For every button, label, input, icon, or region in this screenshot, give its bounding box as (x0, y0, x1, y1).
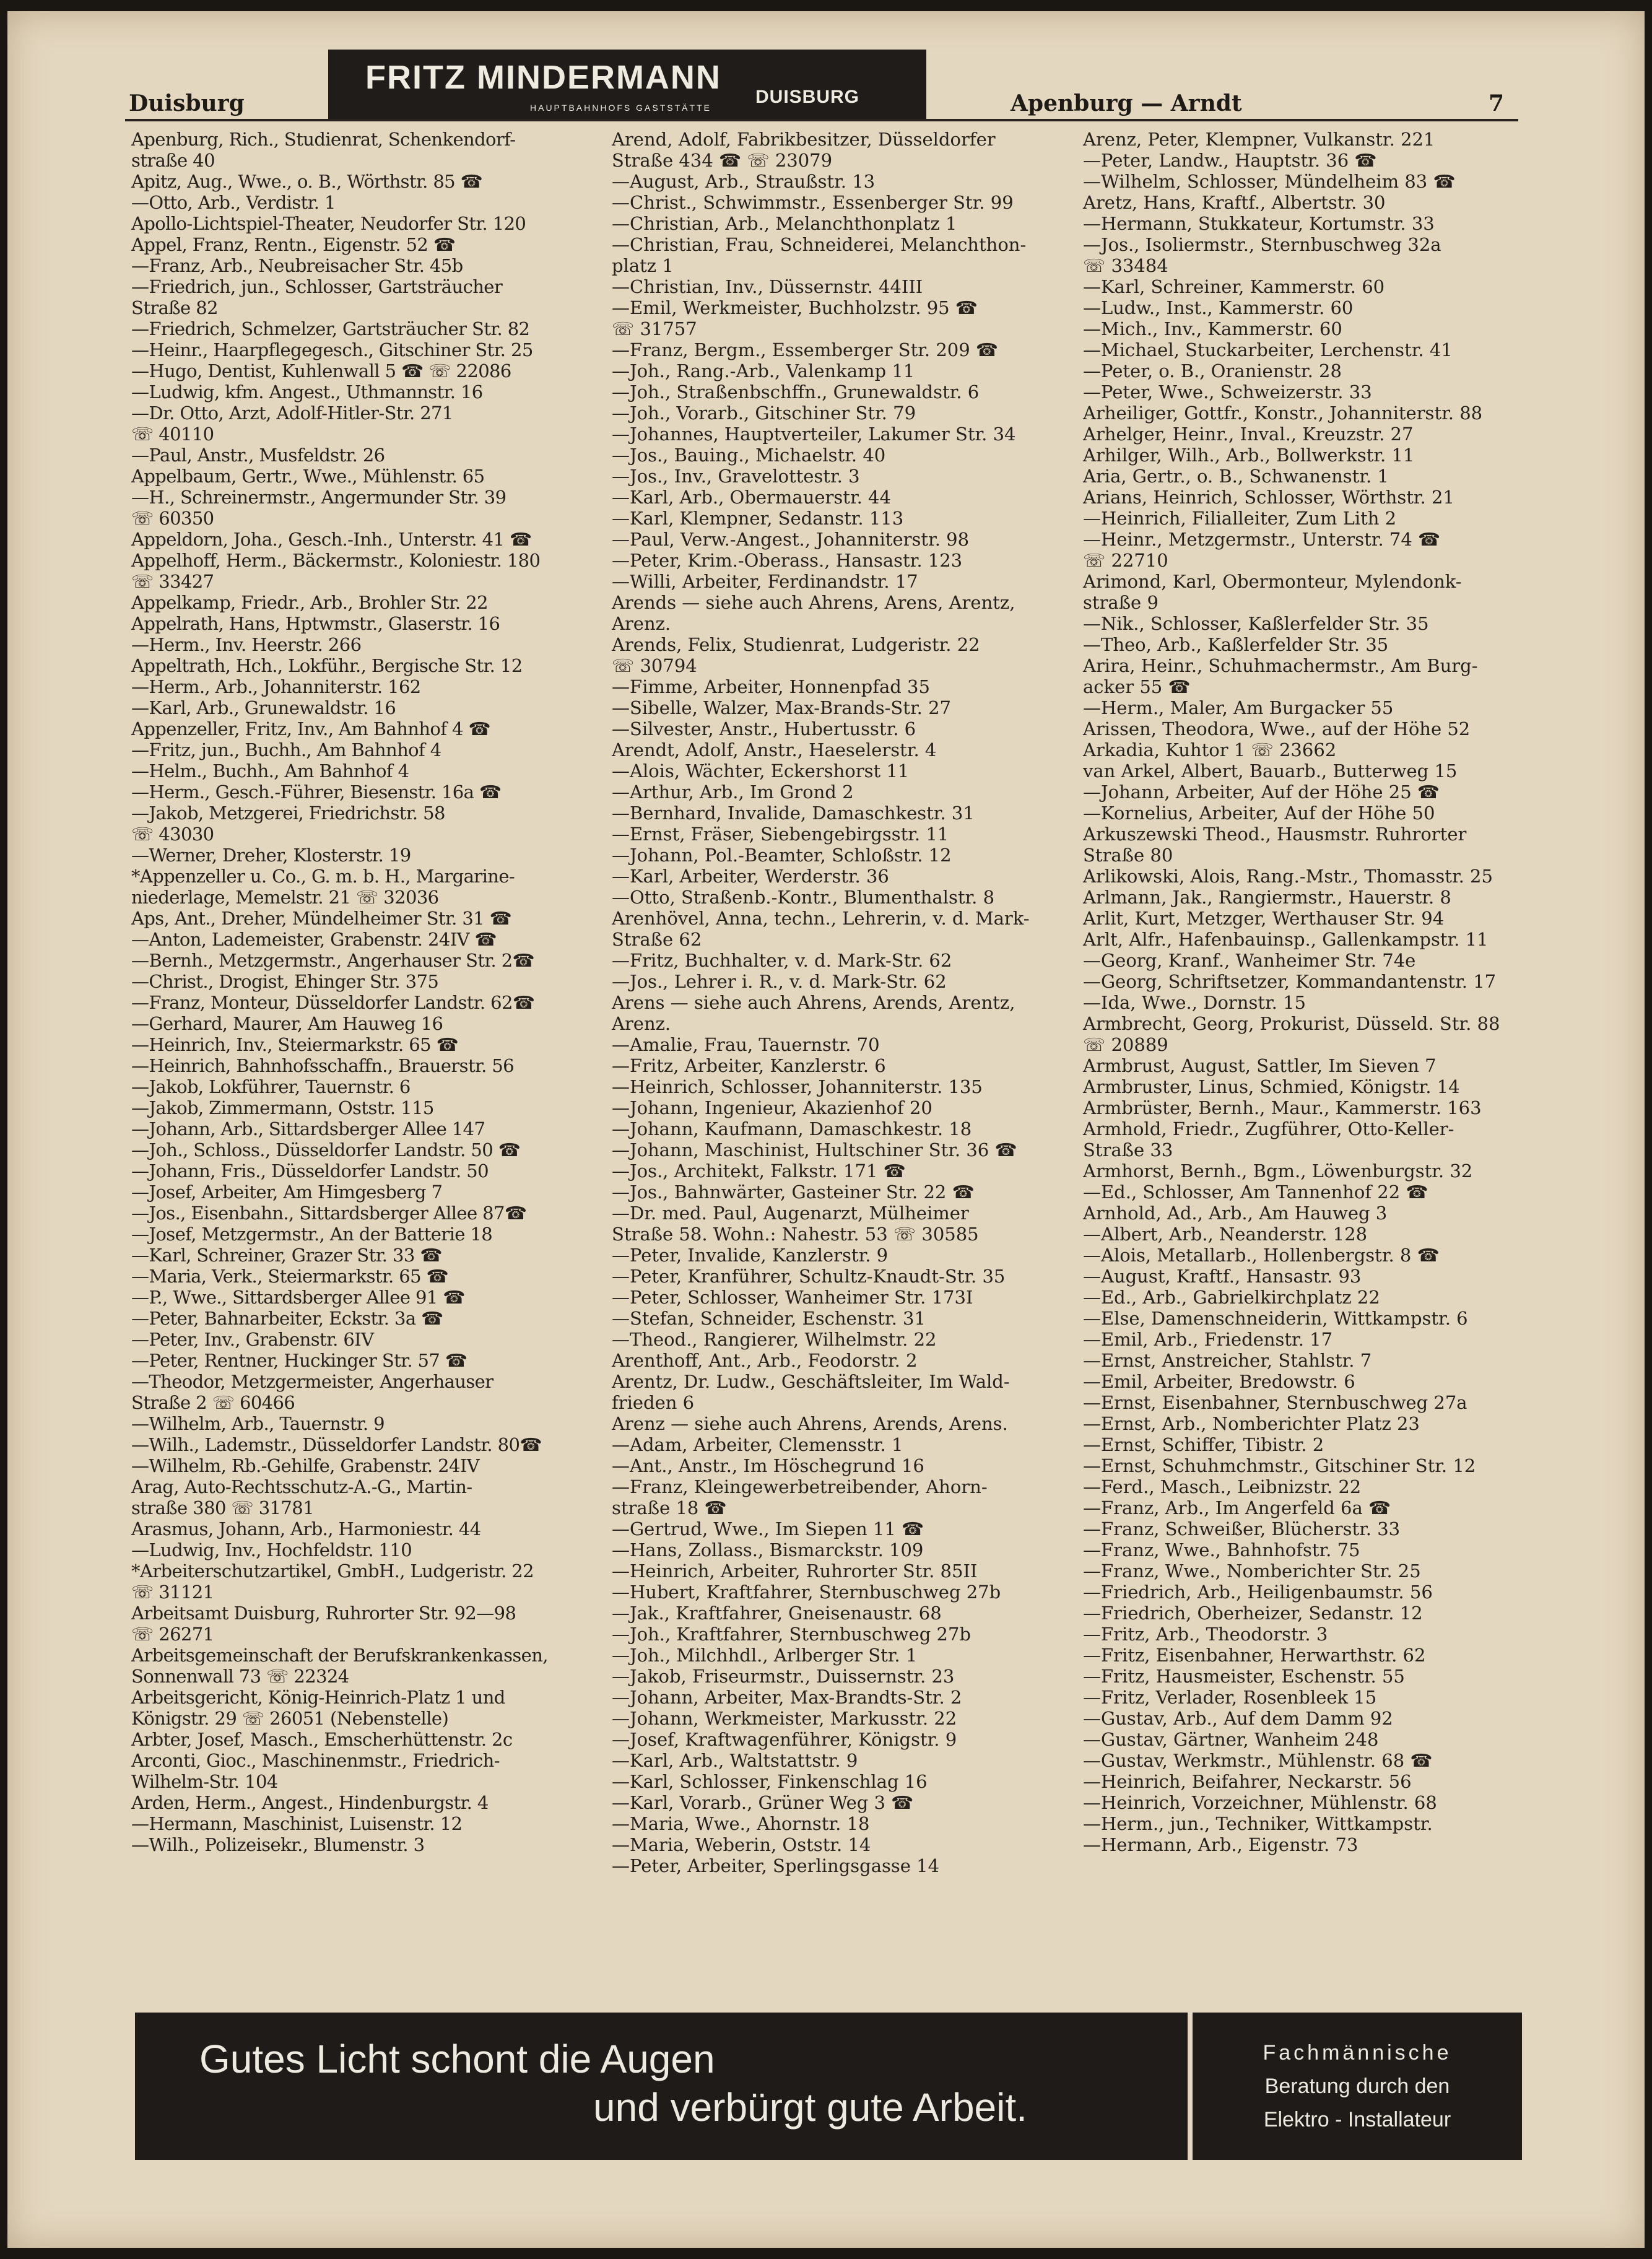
directory-entry-line: —Silvester, Anstr., Hubertusstr. 6 (612, 718, 916, 739)
directory-entry-line: —H., Schreinermstr., Angermunder Str. 39 (131, 487, 506, 508)
directory-entry-line: —Hugo, Dentist, Kuhlenwall 5 ☎ ☏ 22086 (131, 360, 511, 381)
directory-entry-line: —Ernst, Eisenbahner, Sternbuschweg 27a (1083, 1392, 1467, 1413)
directory-entry-line: —Alois, Metallarb., Hollenbergstr. 8 ☎ (1083, 1245, 1440, 1266)
directory-entry-line: —Herm., Inv. Heerstr. 266 (131, 634, 362, 655)
directory-entry-line: —Hermann, Maschinist, Luisenstr. 12 (131, 1813, 463, 1834)
directory-entry-line: —Gustav, Werkmstr., Mühlenstr. 68 ☎ (1083, 1750, 1433, 1771)
directory-entry-line: —Peter, Kranführer, Schultz-Knaudt-Str. 35 (612, 1266, 1006, 1287)
directory-entry-line: —Heinr., Metzgermstr., Unterstr. 74 ☎ (1083, 529, 1441, 550)
directory-entry-line: —Ed., Schlosser, Am Tannenhof 22 ☎ (1083, 1182, 1428, 1203)
directory-entry-line: Straße 80 (1083, 845, 1173, 866)
directory-entry-line: —Johann, Kaufmann, Damaschkestr. 18 (612, 1118, 972, 1139)
directory-entry-line: Arenhövel, Anna, techn., Lehrerin, v. d. Mark- (612, 908, 1030, 929)
directory-entry-line: —Ludwig, Inv., Hochfeldstr. 110 (131, 1539, 412, 1560)
directory-entry-line: —Joh., Kraftfahrer, Sternbuschweg 27b (612, 1624, 971, 1645)
directory-entry-line: Arlmann, Jak., Rangiermstr., Hauerstr. 8 (1083, 887, 1451, 908)
directory-entry-line: —Peter, Rentner, Huckinger Str. 57 ☎ (131, 1350, 467, 1371)
directory-entry-line: Königstr. 29 ☏ 26051 (Nebenstelle) (131, 1708, 449, 1729)
directory-entry-line: —Bernh., Metzgermstr., Angerhauser Str. 2☎ (131, 950, 535, 971)
directory-entry-line: —Christ., Drogist, Ehinger Str. 375 (131, 971, 439, 992)
directory-entry-line: —Dr. Otto, Arzt, Adolf-Hitler-Str. 271 (131, 403, 453, 424)
directory-entry-line: Arbeitsgericht, König-Heinrich-Platz 1 und (131, 1687, 505, 1708)
directory-entry-line: —Hans, Zollass., Bismarckstr. 109 (612, 1539, 924, 1560)
directory-entry-line: straße 380 ☏ 31781 (131, 1497, 314, 1518)
directory-entry-line: —Kornelius, Arbeiter, Auf der Höhe 50 (1083, 803, 1435, 824)
directory-entry-line: Armbrecht, Georg, Prokurist, Düsseld. Str. 88 (1083, 1013, 1500, 1034)
directory-entry-line: —Maria, Wwe., Ahornstr. 18 (612, 1813, 870, 1834)
directory-entry-line: Arenz — siehe auch Ahrens, Arends, Arens. (612, 1413, 1008, 1434)
directory-entry-line: —Hubert, Kraftfahrer, Sternbuschweg 27b (612, 1582, 1001, 1603)
directory-entry-line: —Dr. med. Paul, Augenarzt, Mülheimer (612, 1203, 969, 1224)
directory-entry-line: —Joh., Schloss., Düsseldorfer Landstr. 50 ☎ (131, 1139, 521, 1160)
directory-entry-line: —P., Wwe., Sittardsberger Allee 91 ☎ (131, 1287, 465, 1308)
directory-entry-line: —Nik., Schlosser, Kaßlerfelder Str. 35 (1083, 613, 1429, 634)
directory-entry-line: ☏ 22710 (1083, 550, 1168, 571)
directory-entry-line: —Mich., Inv., Kammerstr. 60 (1083, 318, 1342, 339)
directory-entry-line: —Herm., jun., Techniker, Wittkampstr. (1083, 1813, 1433, 1834)
directory-entry-line: —Jakob, Lokführer, Tauernstr. 6 (131, 1076, 411, 1097)
directory-entry-line: —Heinrich, Bahnhofsschaffn., Brauerstr. 56 (131, 1055, 515, 1076)
directory-entry-line: —Karl, Arb., Obermauerstr. 44 (612, 487, 891, 508)
directory-entry-line: Arends — siehe auch Ahrens, Arens, Arentz, (612, 592, 1015, 613)
directory-entry-line: Arag, Auto-Rechtsschutz-A.-G., Martin- (131, 1476, 472, 1497)
directory-entry-line: —Michael, Stuckarbeiter, Lerchenstr. 41 (1083, 339, 1453, 360)
directory-entry-line: Arens — siehe auch Ahrens, Arends, Arentz, (612, 992, 1015, 1013)
directory-entry-line: —Wilh., Polizeisekr., Blumenstr. 3 (131, 1834, 425, 1855)
directory-entry-line: straße 9 (1083, 592, 1159, 613)
directory-entry-line: Sonnenwall 73 ☏ 22324 (131, 1666, 349, 1687)
directory-entry-line: —Paul, Verw.-Angest., Johanniterstr. 98 (612, 529, 970, 550)
directory-entry-line: acker 55 ☎ (1083, 676, 1191, 697)
directory-entry-line: —Joh., Straßenbschffn., Grunewaldstr. 6 (612, 381, 980, 403)
directory-entry-line: —Karl, Klempner, Sedanstr. 113 (612, 508, 904, 529)
directory-entry-line: Armhold, Friedr., Zugführer, Otto-Keller- (1083, 1118, 1454, 1139)
directory-entry-line: —Gertrud, Wwe., Im Siepen 11 ☎ (612, 1518, 924, 1539)
directory-entry-line: —Friedrich, Schmelzer, Gartsträucher Str. 82 (131, 318, 530, 339)
directory-entry-line: —Emil, Werkmeister, Buchholzstr. 95 ☎ (612, 297, 978, 318)
directory-entry-line: ☏ 40110 (131, 424, 214, 445)
ad-side-text (1193, 2036, 1522, 2136)
directory-entry-line: —Fritz, jun., Buchh., Am Bahnhof 4 (131, 739, 441, 760)
directory-entry-line: —Peter, Inv., Grabenstr. 6IV (131, 1329, 374, 1350)
directory-entry-line: —Herm., Gesch.-Führer, Biesenstr. 16a ☎ (131, 781, 502, 803)
directory-entry-line: ☏ 33484 (1083, 255, 1168, 276)
directory-entry-line: —Wilhelm, Rb.-Gehilfe, Grabenstr. 24IV (131, 1455, 480, 1476)
directory-entry-line: —Ant., Anstr., Im Höschegrund 16 (612, 1455, 924, 1476)
directory-entry-line: Arnhold, Ad., Arb., Am Hauweg 3 (1083, 1203, 1388, 1224)
directory-entry-line: —Gustav, Gärtner, Wanheim 248 (1083, 1729, 1379, 1750)
directory-entry-line: —Fritz, Buchhalter, v. d. Mark-Str. 62 (612, 950, 952, 971)
directory-entry-line: —Joh., Vorarb., Gitschiner Str. 79 (612, 403, 916, 424)
banner-name: FRITZ MINDERMANN (365, 59, 721, 96)
directory-entry-line: straße 40 (131, 150, 215, 171)
directory-entry-line: Appel, Franz, Rentn., Eigenstr. 52 ☎ (131, 234, 456, 255)
directory-entry-line: —Herm., Arb., Johanniterstr. 162 (131, 676, 421, 697)
directory-entry-line: —Christian, Frau, Schneiderei, Melanchthon- (612, 234, 1027, 255)
directory-entry-line: Armhorst, Bernh., Bgm., Löwenburgstr. 32 (1083, 1160, 1473, 1182)
directory-entry-line: —Karl, Arb., Grunewaldstr. 16 (131, 697, 396, 718)
directory-entry-line: —Wilhelm, Arb., Tauernstr. 9 (131, 1413, 385, 1434)
directory-entry-line: —Ernst, Schuhmchmstr., Gitschiner Str. 12 (1083, 1455, 1476, 1476)
directory-entry-line: —Theodor, Metzgermeister, Angerhauser (131, 1371, 493, 1392)
directory-entry-line: —Ernst, Fräser, Siebengebirgsstr. 11 (612, 824, 949, 845)
directory-entry-line: Arira, Heinr., Schuhmachermstr., Am Burg- (1083, 655, 1478, 676)
directory-entry-line: Arheiliger, Gottfr., Konstr., Johanniterstr. 88 (1083, 403, 1483, 424)
directory-entry-line: —Jakob, Zimmermann, Oststr. 115 (131, 1097, 434, 1118)
directory-entry-line: —Hermann, Stukkateur, Kortumstr. 33 (1083, 213, 1435, 234)
directory-entry-line: —Johann, Pol.-Beamter, Schloßstr. 12 (612, 845, 952, 866)
directory-entry-line: Arbeitsamt Duisburg, Ruhrorter Str. 92—98 (131, 1603, 516, 1624)
directory-entry-line: Wilhelm-Str. 104 (131, 1771, 278, 1792)
directory-entry-line: ☏ 26271 (131, 1624, 214, 1645)
directory-entry-line: ☏ 30794 (612, 655, 697, 676)
directory-entry-line: Arasmus, Johann, Arb., Harmoniestr. 44 (131, 1518, 481, 1539)
directory-entry-line: Apollo-Lichtspiel-Theater, Neudorfer Str. 120 (131, 213, 526, 234)
directory-entry-line: —Franz, Wwe., Nomberichter Str. 25 (1083, 1560, 1421, 1582)
ad-headline-1: Gutes Licht schont die Augen (199, 2037, 715, 2081)
directory-entry-line: —Karl, Schlosser, Finkenschlag 16 (612, 1771, 928, 1792)
directory-entry-line: Straße 2 ☏ 60466 (131, 1392, 295, 1413)
directory-entry-line: ☏ 31121 (131, 1582, 214, 1603)
directory-entry-line: —Jakob, Metzgerei, Friedrichstr. 58 (131, 803, 445, 824)
directory-entry-line: frieden 6 (612, 1392, 695, 1413)
directory-entry-line: —Karl, Schreiner, Kammerstr. 60 (1083, 276, 1385, 297)
directory-entry-line: —Heinrich, Arbeiter, Ruhrorter Str. 85II (612, 1560, 978, 1582)
directory-entry-line: —Otto, Arb., Verdistr. 1 (131, 192, 336, 213)
directory-entry-line: —Ed., Arb., Gabrielkirchplatz 22 (1083, 1287, 1380, 1308)
directory-entry-line: —Jos., Lehrer i. R., v. d. Mark-Str. 62 (612, 971, 947, 992)
directory-column-2 (612, 129, 1082, 1876)
directory-entry-line: —Heinrich, Filialleiter, Zum Lith 2 (1083, 508, 1397, 529)
directory-entry-line: —Friedrich, Arb., Heiligenbaumstr. 56 (1083, 1582, 1433, 1603)
directory-entry-line: —Fimme, Arbeiter, Honnenpfad 35 (612, 676, 930, 697)
directory-entry-line: —Johann, Arb., Sittardsberger Allee 147 (131, 1118, 485, 1139)
banner-city: DUISBURG (755, 87, 860, 107)
directory-entry-line: —Jakob, Friseurmstr., Duissernstr. 23 (612, 1666, 955, 1687)
ad-divider (1188, 2013, 1193, 2160)
directory-entry-line: —Johann, Maschinist, Hultschiner Str. 36 ☎ (612, 1139, 1017, 1160)
directory-entry-line: Armbruster, Linus, Schmied, Königstr. 14 (1083, 1076, 1460, 1097)
directory-entry-line: —Friedrich, jun., Schlosser, Gartsträucher (131, 276, 503, 297)
directory-entry-line: —Gerhard, Maurer, Am Hauweg 16 (131, 1013, 443, 1034)
directory-entry-line: —Willi, Arbeiter, Ferdinandstr. 17 (612, 571, 918, 592)
advertisement-banner (328, 50, 926, 119)
directory-entry-line: —Franz, Monteur, Düsseldorfer Landstr. 62☎ (131, 992, 535, 1013)
directory-entry-line: —Jos., Bauing., Michaelstr. 40 (612, 445, 886, 466)
directory-entry-line: —Albert, Arb., Neanderstr. 128 (1083, 1224, 1368, 1245)
directory-entry-line: Arenz, Peter, Klempner, Vulkanstr. 221 (1083, 129, 1435, 150)
directory-entry-line: —Bernhard, Invalide, Damaschkestr. 31 (612, 803, 975, 824)
directory-entry-line: —Franz, Bergm., Essemberger Str. 209 ☎ (612, 339, 999, 360)
directory-entry-line: —Wilhelm, Schlosser, Mündelheim 83 ☎ (1083, 171, 1456, 192)
directory-entry-line: Arkuszewski Theod., Hausmstr. Ruhrorter (1083, 824, 1467, 845)
directory-entry-line: ☏ 60350 (131, 508, 214, 529)
directory-entry-line: —Johann, Arbeiter, Max-Brandts-Str. 2 (612, 1687, 962, 1708)
directory-entry-line: Arden, Herm., Angest., Hindenburgstr. 4 (131, 1792, 489, 1813)
page-number: 7 (1489, 90, 1505, 116)
directory-entry-line: —Jak., Kraftfahrer, Gneisenaustr. 68 (612, 1603, 942, 1624)
directory-entry-line: —Theo, Arb., Kaßlerfelder Str. 35 (1083, 634, 1389, 655)
directory-entry-line: Arends, Felix, Studienrat, Ludgeristr. 22 (612, 634, 980, 655)
directory-entry-line: van Arkel, Albert, Bauarb., Butterweg 15 (1083, 760, 1458, 781)
directory-entry-line: Arconti, Gioc., Maschinenmstr., Friedrich- (131, 1750, 500, 1771)
directory-entry-line: —Karl, Vorarb., Grüner Weg 3 ☎ (612, 1792, 914, 1813)
directory-entry-line: ☏ 20889 (1083, 1034, 1168, 1055)
directory-entry-line: Arenz. (612, 613, 671, 634)
directory-entry-line: —Ferd., Masch., Leibnizstr. 22 (1083, 1476, 1362, 1497)
directory-entry-line: Arissen, Theodora, Wwe., auf der Höhe 52 (1083, 718, 1471, 739)
directory-entry-line: Arenthoff, Ant., Arb., Feodorstr. 2 (612, 1350, 918, 1371)
directory-entry-line: —Franz, Arb., Im Angerfeld 6a ☎ (1083, 1497, 1391, 1518)
directory-entry-line: —Johann, Arbeiter, Auf der Höhe 25 ☎ (1083, 781, 1440, 803)
directory-entry-line: —Jos., Inv., Gravelottestr. 3 (612, 466, 860, 487)
directory-entry-line: —Jos., Eisenbahn., Sittardsberger Allee 87☎ (131, 1203, 527, 1224)
directory-entry-line: —Fritz, Verlader, Rosenbleek 15 (1083, 1687, 1377, 1708)
directory-entry-line: —Joh., Milchhdl., Arlberger Str. 1 (612, 1645, 918, 1666)
directory-entry-line: platz 1 (612, 255, 674, 276)
directory-entry-line: Aria, Gertr., o. B., Schwanenstr. 1 (1083, 466, 1389, 487)
directory-entry-line: —Fritz, Arb., Theodorstr. 3 (1083, 1624, 1328, 1645)
directory-entry-line: Straße 58. Wohn.: Nahestr. 53 ☏ 30585 (612, 1224, 979, 1245)
directory-entry-line: —Peter, Wwe., Schweizerstr. 33 (1083, 381, 1372, 403)
banner-subtitle: HAUPTBAHNHOFS GASTSTÄTTE (530, 103, 711, 113)
directory-entry-line: —Maria, Weberin, Oststr. 14 (612, 1834, 871, 1855)
directory-entry-line: —Ludw., Inst., Kammerstr. 60 (1083, 297, 1354, 318)
directory-entry-line: —Karl, Arbeiter, Werderstr. 36 (612, 866, 889, 887)
directory-entry-line: Arhilger, Wilh., Arb., Bollwerkstr. 11 (1083, 445, 1415, 466)
directory-entry-line: —Johann, Werkmeister, Markusstr. 22 (612, 1708, 957, 1729)
directory-entry-line: Appenzeller, Fritz, Inv., Am Bahnhof 4 ☎ (131, 718, 491, 739)
directory-entry-line: Apenburg, Rich., Studienrat, Schenkendorf- (131, 129, 516, 150)
directory-entry-line: —Herm., Maler, Am Burgacker 55 (1083, 697, 1394, 718)
directory-entry-line: straße 18 ☎ (612, 1497, 727, 1518)
directory-entry-line: —Josef, Arbeiter, Am Himgesberg 7 (131, 1182, 443, 1203)
directory-entry-line: —Ernst, Anstreicher, Stahlstr. 7 (1083, 1350, 1372, 1371)
directory-entry-line: Appelhoff, Herm., Bäckermstr., Koloniestr. 180 (131, 550, 541, 571)
directory-entry-line: ☏ 31757 (612, 318, 697, 339)
directory-entry-line: —Wilh., Lademstr., Düsseldorfer Landstr. 80☎ (131, 1434, 542, 1455)
directory-entry-line: —Emil, Arb., Friedenstr. 17 (1083, 1329, 1333, 1350)
directory-entry-line: niederlage, Memelstr. 21 ☏ 32036 (131, 887, 439, 908)
directory-entry-line: —Christian, Inv., Düssernstr. 44III (612, 276, 923, 297)
directory-entry-line: —Paul, Anstr., Musfeldstr. 26 (131, 445, 385, 466)
directory-entry-line: —Johann, Fris., Düsseldorfer Landstr. 50 (131, 1160, 489, 1182)
directory-entry-line: —Heinrich, Vorzeichner, Mühlenstr. 68 (1083, 1792, 1437, 1813)
directory-entry-line: Straße 434 ☎ ☏ 23079 (612, 150, 833, 171)
header-city: Duisburg (129, 90, 245, 116)
directory-entry-line: —Joh., Rang.-Arb., Valenkamp 11 (612, 360, 915, 381)
directory-entry-line: —Maria, Verk., Steiermarkstr. 65 ☎ (131, 1266, 449, 1287)
directory-entry-line: —Franz, Wwe., Bahnhofstr. 75 (1083, 1539, 1360, 1560)
directory-entry-line: *Arbeiterschutzartikel, GmbH., Ludgeristr. 22 (131, 1560, 534, 1582)
directory-entry-line: —Georg, Kranf., Wanheimer Str. 74e (1083, 950, 1416, 971)
directory-entry-line: —Jos., Bahnwärter, Gasteiner Str. 22 ☎ (612, 1182, 975, 1203)
directory-entry-line: Appelbaum, Gertr., Wwe., Mühlenstr. 65 (131, 466, 485, 487)
directory-entry-line: Armbrust, August, Sattler, Im Sieven 7 (1083, 1055, 1437, 1076)
directory-entry-line: —Helm., Buchh., Am Bahnhof 4 (131, 760, 409, 781)
directory-entry-line: —Amalie, Frau, Tauernstr. 70 (612, 1034, 880, 1055)
directory-entry-line: ☏ 43030 (131, 824, 214, 845)
directory-entry-line: Arenz. (612, 1013, 671, 1034)
directory-entry-line: —Josef, Metzgermstr., An der Batterie 18 (131, 1224, 493, 1245)
directory-entry-line: —Peter, Invalide, Kanzlerstr. 9 (612, 1245, 889, 1266)
directory-entry-line: Arend, Adolf, Fabrikbesitzer, Düsseldorfer (612, 129, 996, 150)
directory-entry-line: —Jos., Architekt, Falkstr. 171 ☎ (612, 1160, 906, 1182)
directory-entry-line: —Werner, Dreher, Klosterstr. 19 (131, 845, 411, 866)
directory-entry-line: Armbrüster, Bernh., Maur., Kammerstr. 163 (1083, 1097, 1482, 1118)
directory-entry-line: —Peter, o. B., Oranienstr. 28 (1083, 360, 1342, 381)
directory-entry-line: *Appenzeller u. Co., G. m. b. H., Margarine- (131, 866, 515, 887)
directory-entry-line: —Heinrich, Schlosser, Johanniterstr. 135 (612, 1076, 983, 1097)
directory-entry-line: Arhelger, Heinr., Inval., Kreuzstr. 27 (1083, 424, 1414, 445)
directory-column-3 (1083, 129, 1554, 1855)
directory-entry-line: —Anton, Lademeister, Grabenstr. 24IV ☎ (131, 929, 497, 950)
directory-entry-line: —Peter, Landw., Hauptstr. 36 ☎ (1083, 150, 1377, 171)
directory-entry-line: Arendt, Adolf, Anstr., Haeselerstr. 4 (612, 739, 937, 760)
directory-entry-line: —Heinr., Haarpflegegesch., Gitschiner Str. 25 (131, 339, 533, 360)
directory-entry-line: Appelrath, Hans, Hptwmstr., Glaserstr. 16 (131, 613, 500, 634)
directory-entry-line: —Johannes, Hauptverteiler, Lakumer Str. 34 (612, 424, 1016, 445)
directory-entry-line: —Peter, Arbeiter, Sperlingsgasse 14 (612, 1855, 940, 1876)
directory-entry-line: —Ernst, Arb., Nomberichter Platz 23 (1083, 1413, 1420, 1434)
directory-page (7, 11, 1645, 2248)
directory-entry-line: —Peter, Schlosser, Wanheimer Str. 173I (612, 1287, 973, 1308)
directory-entry-line: Arians, Heinrich, Schlosser, Wörthstr. 21 (1083, 487, 1454, 508)
directory-entry-line: —Peter, Krim.-Oberass., Hansastr. 123 (612, 550, 963, 571)
directory-entry-line: —Sibelle, Walzer, Max-Brands-Str. 27 (612, 697, 951, 718)
directory-entry-line: —Georg, Schriftsetzer, Kommandantenstr. 17 (1083, 971, 1497, 992)
directory-entry-line: —Friedrich, Oberheizer, Sedanstr. 12 (1083, 1603, 1423, 1624)
directory-entry-line: —Stefan, Schneider, Eschenstr. 31 (612, 1308, 926, 1329)
directory-entry-line: —Christian, Arb., Melanchthonplatz 1 (612, 213, 957, 234)
directory-entry-line: —August, Arb., Straußstr. 13 (612, 171, 876, 192)
directory-entry-line: —August, Kraftf., Hansastr. 93 (1083, 1266, 1362, 1287)
directory-entry-line: —Ida, Wwe., Dornstr. 15 (1083, 992, 1306, 1013)
ad-side-line-2: Beratung durch den (1264, 2074, 1450, 2098)
directory-entry-line: —Heinrich, Inv., Steiermarkstr. 65 ☎ (131, 1034, 459, 1055)
directory-entry-line: Arlikowski, Alois, Rang.-Mstr., Thomasstr. 25 (1083, 866, 1493, 887)
footer-advertisement (135, 2013, 1522, 2160)
directory-entry-line: —Alois, Wächter, Eckershorst 11 (612, 760, 910, 781)
directory-entry-line: —Franz, Schweißer, Blücherstr. 33 (1083, 1518, 1401, 1539)
directory-entry-line: —Hermann, Arb., Eigenstr. 73 (1083, 1834, 1359, 1855)
ad-headline-2: und verbürgt gute Arbeit. (593, 2085, 1027, 2130)
directory-entry-line: —Ludwig, kfm. Angest., Uthmannstr. 16 (131, 381, 483, 403)
directory-entry-line: Straße 62 (612, 929, 702, 950)
directory-entry-line: Appelkamp, Friedr., Arb., Brohler Str. 22 (131, 592, 488, 613)
directory-entry-line: —Josef, Kraftwagenführer, Königstr. 9 (612, 1729, 957, 1750)
directory-entry-line: —Else, Damenschneiderin, Wittkampstr. 6 (1083, 1308, 1468, 1329)
directory-entry-line: —Heinrich, Beifahrer, Neckarstr. 56 (1083, 1771, 1412, 1792)
directory-entry-line: Arbter, Josef, Masch., Emscherhüttenstr. 2c (131, 1729, 513, 1750)
directory-entry-line: —Fritz, Arbeiter, Kanzlerstr. 6 (612, 1055, 886, 1076)
directory-entry-line: Aretz, Hans, Kraftf., Albertstr. 30 (1083, 192, 1386, 213)
header-rule (125, 119, 1518, 121)
directory-entry-line: Appeltrath, Hch., Lokführ., Bergische Str. 12 (131, 655, 523, 676)
directory-entry-line: —Johann, Ingenieur, Akazienhof 20 (612, 1097, 933, 1118)
ad-side-line-1: Fachmännische (1263, 2041, 1452, 2065)
directory-column-1 (131, 129, 602, 1855)
directory-entry-line: Straße 33 (1083, 1139, 1173, 1160)
directory-entry-line: Aps, Ant., Dreher, Mündelheimer Str. 31 ☎ (131, 908, 512, 929)
directory-entry-line: Arkadia, Kuhtor 1 ☏ 23662 (1083, 739, 1337, 760)
directory-entry-line: —Otto, Straßenb.-Kontr., Blumenthalstr. 8 (612, 887, 995, 908)
directory-entry-line: —Franz, Kleingewerbetreibender, Ahorn- (612, 1476, 988, 1497)
directory-entry-line: Arlit, Kurt, Metzger, Werthauser Str. 94 (1083, 908, 1445, 929)
directory-entry-line: —Jos., Isoliermstr., Sternbuschweg 32a (1083, 234, 1441, 255)
directory-entry-line: —Fritz, Hausmeister, Eschenstr. 55 (1083, 1666, 1405, 1687)
directory-entry-line: —Gustav, Arb., Auf dem Damm 92 (1083, 1708, 1393, 1729)
directory-entry-line: Arentz, Dr. Ludw., Geschäftsleiter, Im Wald- (612, 1371, 1010, 1392)
directory-entry-line: Arbeitsgemeinschaft der Berufskrankenkassen, (131, 1645, 548, 1666)
directory-entry-line: —Christ., Schwimmstr., Essenberger Str. 99 (612, 192, 1014, 213)
directory-entry-line: —Franz, Arb., Neubreisacher Str. 45b (131, 255, 463, 276)
ad-side-line-3: Elektro - Installateur (1263, 2108, 1451, 2131)
directory-entry-line: —Ernst, Schiffer, Tibistr. 2 (1083, 1434, 1324, 1455)
directory-entry-line: —Peter, Bahnarbeiter, Eckstr. 3a ☎ (131, 1308, 443, 1329)
directory-entry-line: Arimond, Karl, Obermonteur, Mylendonk- (1083, 571, 1462, 592)
directory-entry-line: Appeldorn, Joha., Gesch.-Inh., Unterstr. 41 ☎ (131, 529, 532, 550)
directory-entry-line: Straße 82 (131, 297, 218, 318)
directory-entry-line: —Theod., Rangierer, Wilhelmstr. 22 (612, 1329, 937, 1350)
directory-entry-line: —Karl, Schreiner, Grazer Str. 33 ☎ (131, 1245, 442, 1266)
directory-entry-line: Arlt, Alfr., Hafenbauinsp., Gallenkampstr. 11 (1083, 929, 1489, 950)
directory-entry-line: Apitz, Aug., Wwe., o. B., Wörthstr. 85 ☎ (131, 171, 483, 192)
directory-entry-line: —Fritz, Eisenbahner, Herwarthstr. 62 (1083, 1645, 1426, 1666)
directory-entry-line: —Arthur, Arb., Im Grond 2 (612, 781, 854, 803)
header-range: Apenburg — Arndt (1011, 90, 1242, 116)
directory-entry-line: —Adam, Arbeiter, Clemensstr. 1 (612, 1434, 903, 1455)
directory-entry-line: —Karl, Arb., Waltstattstr. 9 (612, 1750, 858, 1771)
directory-entry-line: —Emil, Arbeiter, Bredowstr. 6 (1083, 1371, 1355, 1392)
directory-entry-line: ☏ 33427 (131, 571, 214, 592)
